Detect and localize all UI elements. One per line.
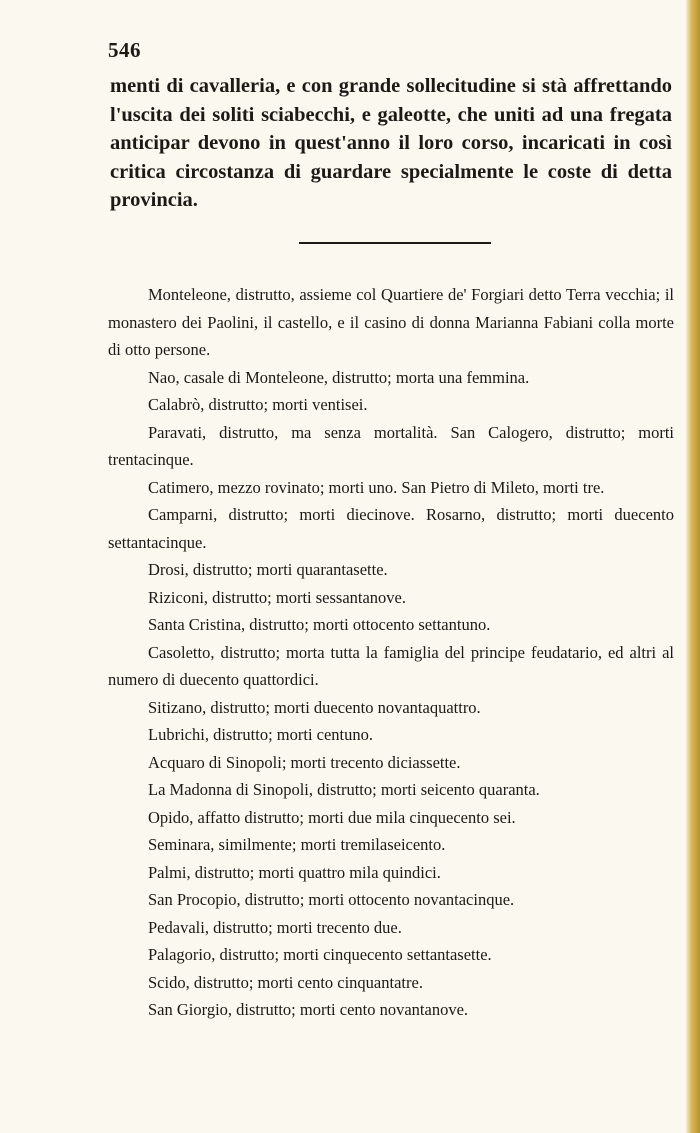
entry-seminara: Seminara, similmente; morti tremilaseicento. [148, 835, 446, 854]
entry-palagorio: Palagorio, distrutto; morti cinquecento settantasette. [148, 945, 492, 964]
entry-paravati: Paravati, distrutto, ma senza mortalità. San Calogero, distrutto; morti trentacinque. [108, 422, 674, 469]
entry-riziconi: Riziconi, distrutto; morti sessantanove. [148, 587, 407, 607]
entry-san-procopio: San Procopio, distrutto; morti ottocento novantacinque. [148, 890, 515, 909]
entry-catimero: Catimero, mezzo rovinato; morti uno. San Pietro di Mileto, morti tre. [148, 477, 605, 497]
entry-palmi: Palmi, distrutto; morti quattro mila quindici. [148, 862, 441, 882]
intro-paragraph: menti di cavalleria, e con grande sollecitudine si stà affrettando l'uscita dei soliti sciabecchi, e galeotte, che uniti ad una fregata anticipar devono in quest'anno il loro corso, incaricati in così critica circostanza di guardare specialmente le coste di detta provincia. [110, 75, 672, 211]
page-edge [686, 0, 700, 1133]
entry-acquaro: Acquaro di Sinopoli; morti trecento diciassette. [148, 752, 461, 772]
entry-camparni: Camparni, distrutto; morti diecinove. Rosarno, distrutto; morti duecento settantacinque. [108, 505, 674, 552]
page-number: 546 [108, 38, 141, 62]
entry-san-giorgio: San Giorgio, distrutto; morti cento novantanove. [148, 1000, 469, 1019]
section-separator [299, 242, 491, 244]
entry-nao: Nao, casale di Monteleone, distrutto; morta una femmina. [148, 367, 530, 387]
entry-scido: Scido, distrutto; morti cento cinquantatre. [148, 972, 423, 992]
entry-madonna-sinopoli: La Madonna di Sinopoli, distrutto; morti seicento quaranta. [148, 780, 540, 799]
entry-sitizano: Sitizano, distrutto; morti duecento novantaquattro. [148, 697, 481, 717]
entry-lubrichi: Lubrichi, distrutto; morti centuno. [148, 725, 374, 744]
entries-list [108, 281, 674, 1024]
entry-pedavali: Pedavali, distrutto; morti trecento due. [148, 917, 402, 937]
entry-opido: Opido, affatto distrutto; morti due mila cinquecento sei. [148, 807, 516, 827]
entry-santa-cristina: Santa Cristina, distrutto; morti ottocento settantuno. [148, 615, 491, 634]
entry-calabro: Calabrò, distrutto; morti ventisei. [148, 395, 368, 414]
entry-drosi: Drosi, distrutto; morti quarantasette. [148, 560, 388, 579]
entry-casoletto: Casoletto, distrutto; morta tutta la famiglia del principe feudatario, ed altri al numero di duecento quattordici. [108, 642, 674, 689]
entry-monteleone: Monteleone, distrutto, assieme col Quartiere de' Forgiari detto Terra vecchia; il monastero dei Paolini, il castello, e il casino di donna Marianna Fabiani colla morte di otto persone. [108, 285, 674, 359]
